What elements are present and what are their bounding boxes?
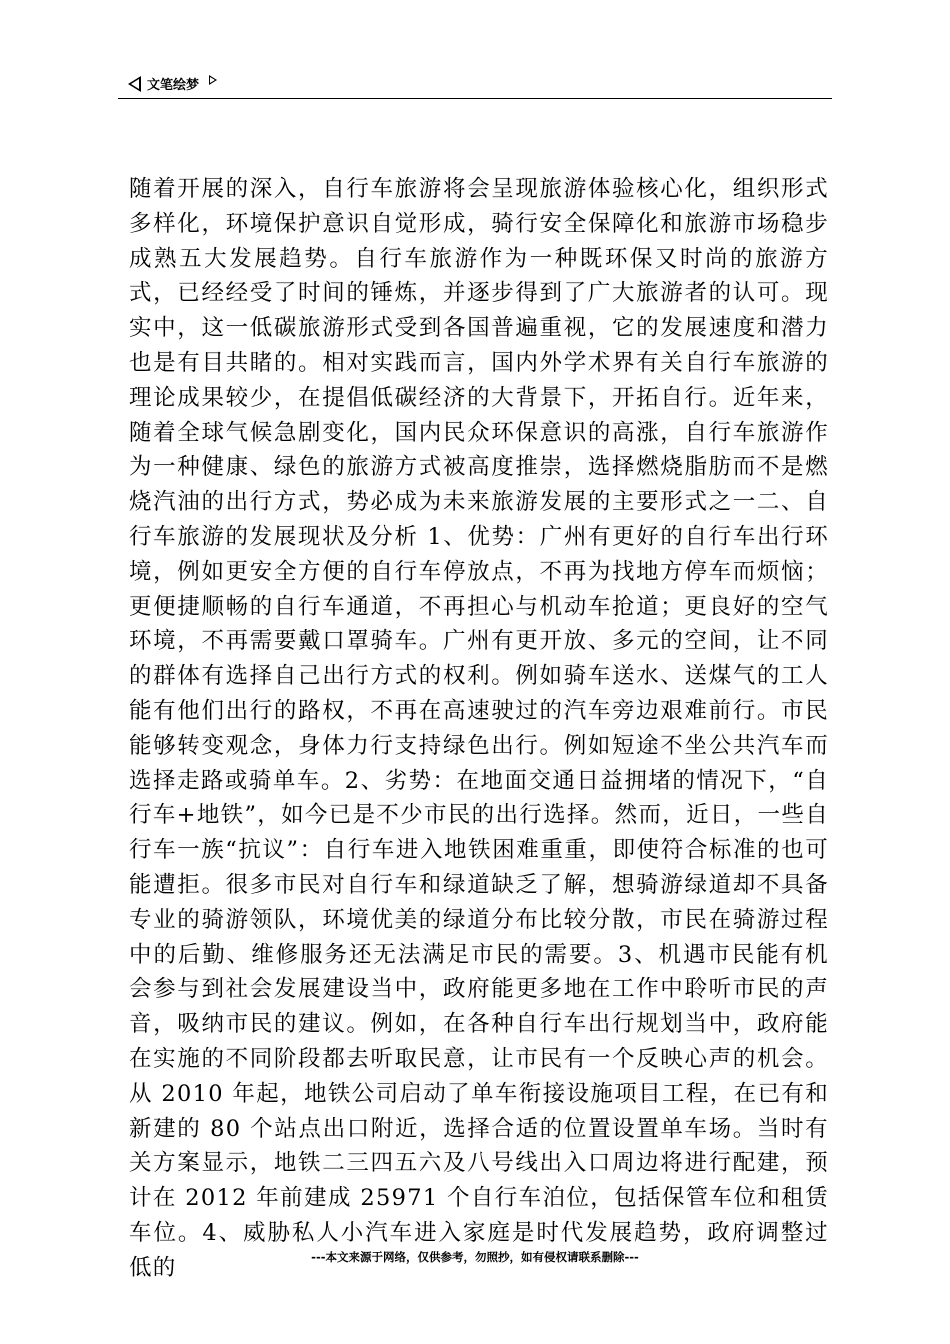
body-paragraph: 随着开展的深入，自行车旅游将会呈现旅游体验核心化，组织形式多样化，环境保护意识自觉形成，骑行安全保障化和旅游市场稳步成熟五大发展趋势。自行车旅游作为一种既环保又时尚的旅游方式，已经经受了时间的锤炼，并逐步得到了广大旅游者的认可。现实中，这一低碳旅游形式受到各国普遍重视，它的发展速度和潜力也是有目共睹的。相对实践而言，国内外学术界有关自行车旅游的理论成果较少，在提倡低碳经济的大背景下，开拓自行。近年来，随着全球气候急剧变化，国内民众环保意识的高涨，自行车旅游作为一种健康、绿色的旅游方式被高度推崇，选择燃烧脂肪而不是燃烧汽油的出行方式，势必成为未来旅游发展的主要形式之一二、自行车旅游的发展现状及分析 1、优势：广州有更好的自行车出行环境，例如更安全方便的自行车停放点，不再为找地方停车而烦恼；更便捷顺畅的自行车通道，不再担心与机动车抢道；更良好的空气环境，不再需要戴口罩骑车。广州有更开放、多元的空间，让不同的群体有选择自己出行方式的权利。例如骑车送水、送煤气的工人能有他们出行的路权，不再在高速驶过的汽车旁边艰难前行。市民能够转变观念，身体力行支持绿色出行。例如短途不坐公共汽车而选择走路或骑单车。2、劣势：在地面交通日益拥堵的情况下，“自行车+地铁”，如今已是不少市民的出行选择。然而，近日，一些自行车一族“抗议”：自行车进入地铁困难重重，即使符合标准的也可能遭拒。很多市民对自行车和绿道缺乏了解，想骑游绿道却不具备专业的骑游领队，环境优美的绿道分布比较分散，市民在骑游过程中的后勤、维修服务还无法满足市民的需要。3、机遇市民能有机会参与到社会发展建设当中，政府能更多地在工作中聆听市民的声音，吸纳市民的建议。例如，在各种自行车出行规划当中，政府能在实施的不同阶段都去听取民意，让市民有一个反映心声的机会。从 2010 年起，地铁公司启动了单车衔接设施项目工程，在已有和新建的 80 个站点出口附近，选择合适的位置设置单车场。当时有关方案显示，地铁二三四五六及八号线出入口周边将进行配建，预计在 2012 年前建成 25971 个自行车泊位，包括保管车位和租赁车位。4、威胁私人小汽车进入家庭是时代发展趋势，政府调整过低的 — [129, 176, 829, 1281]
brand-name: 文笔绘梦 — [147, 78, 200, 93]
brand-logo — [128, 74, 217, 93]
page-header — [118, 70, 832, 99]
left-triangle-icon — [128, 76, 141, 92]
right-triangle-icon — [209, 75, 217, 85]
footer-disclaimer: ---本文来源于网络，仅供参考，勿照抄，如有侵权请联系删除--- — [311, 1250, 639, 1264]
